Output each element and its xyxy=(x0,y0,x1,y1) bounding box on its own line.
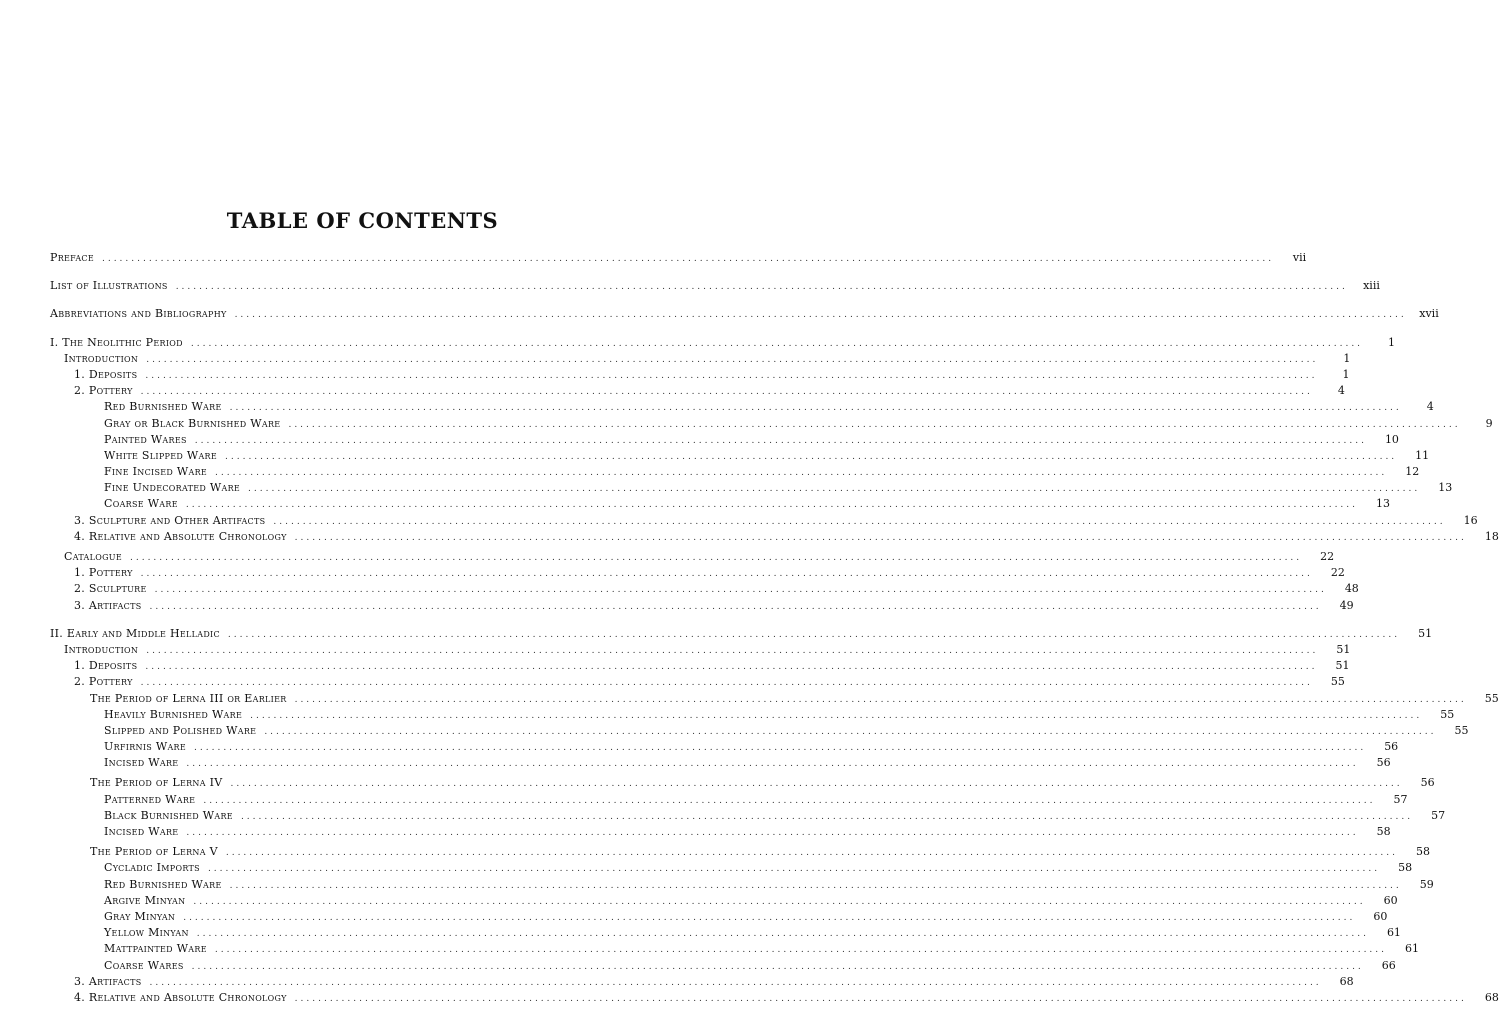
toc-entry-label: Introduction xyxy=(64,351,139,365)
toc-entry-page-number: 55 xyxy=(1454,723,1469,737)
toc-entry-label: 3. Sculpture and Other Artifacts xyxy=(74,513,266,527)
toc-entry-page-number: 51 xyxy=(1336,642,1351,656)
toc-entry[interactable] xyxy=(50,909,1388,925)
leader-dots: ........................................................................................................................................................................................................ xyxy=(227,629,1401,640)
toc-entry-label: Mattpainted Ware xyxy=(104,942,207,956)
toc-entry[interactable] xyxy=(50,739,1399,755)
toc-entry-label: Preface xyxy=(50,251,94,264)
toc-entry-page-number: 11 xyxy=(1415,448,1430,462)
leader-dots: ........................................................................................................................................................................................................ xyxy=(193,896,1366,907)
leader-dots: ........................................................................................................................................................................................................ xyxy=(154,585,1327,596)
toc-entry-label: Red Burnished Ware xyxy=(104,877,222,891)
toc-entry-label: Fine Undecorated Ware xyxy=(104,481,241,495)
toc-entry-page-number: 58 xyxy=(1398,861,1413,875)
toc-entry-page-number: 13 xyxy=(1438,481,1453,495)
toc-entry-page-number: 49 xyxy=(1339,598,1354,612)
toc-entry-label: Catalogue xyxy=(64,550,122,563)
toc-entry[interactable] xyxy=(50,278,1380,294)
toc-entry-page-number: 56 xyxy=(1384,740,1399,754)
toc-entry-page-number: 66 xyxy=(1381,958,1396,972)
toc-entry-page-number: 4 xyxy=(1426,400,1434,414)
toc-entry-label: 2. Pottery xyxy=(74,675,133,689)
toc-entry-label: Yellow Minyan xyxy=(104,926,189,940)
leader-dots: ........................................................................................................................................................................................................ xyxy=(230,779,1403,790)
leader-dots: ........................................................................................................................................................................................................ xyxy=(190,338,1364,349)
toc-entry-page-number: 1 xyxy=(1343,351,1351,365)
toc-entry-label: Gray Minyan xyxy=(104,909,176,923)
toc-entry-label: White Slipped Ware xyxy=(104,448,217,462)
toc-entry[interactable] xyxy=(50,824,1391,840)
leader-dots: ........................................................................................................................................................................................................ xyxy=(203,795,1376,806)
toc-entry[interactable] xyxy=(50,250,1307,266)
toc-entry-label: Coarse Wares xyxy=(104,958,184,972)
toc-entry[interactable] xyxy=(50,691,1499,707)
toc-entry-label: Black Burnished Ware xyxy=(104,808,233,822)
leader-dots: ........................................................................................................................................................................................................ xyxy=(194,743,1367,754)
leader-dots: ........................................................................................................................................................................................................ xyxy=(294,694,1467,705)
leader-dots: ........................................................................................................................................................................................................ xyxy=(140,387,1313,398)
leader-dots: ........................................................................................................................................................................................................ xyxy=(191,961,1364,972)
toc-entry[interactable] xyxy=(50,642,1351,658)
toc-entry-page-number: 55 xyxy=(1440,707,1455,721)
leader-dots: ........................................................................................................................................................................................................ xyxy=(149,977,1322,988)
toc-entry[interactable] xyxy=(50,529,1499,545)
toc-entry-page-number: 61 xyxy=(1405,942,1420,956)
toc-entry[interactable] xyxy=(50,496,1391,512)
leader-dots: ........................................................................................................................................................................................................ xyxy=(250,710,1423,721)
toc-entry-page-number: xvii xyxy=(1419,307,1439,321)
toc-entry-page-number: 59 xyxy=(1419,877,1434,891)
toc-entry-label: Heavily Burnished Ware xyxy=(104,707,243,721)
toc-entry-label: Patterned Ware xyxy=(104,792,196,806)
toc-entry-page-number: 12 xyxy=(1405,465,1420,479)
toc-entry-page-number: 68 xyxy=(1484,990,1499,1004)
toc-entry-page-number: 56 xyxy=(1420,776,1435,790)
toc-entry[interactable] xyxy=(50,367,1350,383)
toc-entry-label: Introduction xyxy=(64,642,139,656)
leader-dots: ........................................................................................................................................................................................................ xyxy=(145,662,1318,673)
leader-dots: ........................................................................................................................................................................................................ xyxy=(229,880,1402,891)
toc-entry-label: Urfirnis Ware xyxy=(104,740,187,754)
leader-dots: ........................................................................................................................................................................................................ xyxy=(214,945,1388,956)
toc-entry-label: Incised Ware xyxy=(104,756,179,770)
leader-dots: ........................................................................................................................................................................................................ xyxy=(294,532,1467,543)
toc-entry[interactable] xyxy=(50,674,1345,690)
toc-entry-page-number: 10 xyxy=(1384,432,1399,446)
toc-entry-page-number: 51 xyxy=(1418,626,1433,640)
toc-entry-label: 1. Deposits xyxy=(74,367,138,381)
toc-entry-label: Abbreviations and Bibliography xyxy=(50,307,227,321)
toc-entry-page-number: 58 xyxy=(1376,825,1391,838)
leader-dots: ........................................................................................................................................................................................................ xyxy=(175,282,1348,293)
leader-dots: ........................................................................................................................................................................................................ xyxy=(183,912,1356,923)
toc-entry[interactable] xyxy=(50,893,1398,909)
leader-dots: ........................................................................................................................................................................................................ xyxy=(149,601,1322,612)
toc-entry[interactable] xyxy=(50,416,1493,432)
toc-entry-label: Fine Incised Ware xyxy=(104,465,208,479)
leader-dots: ........................................................................................................................................................................................................ xyxy=(264,726,1437,737)
toc-entry-label: 1. Pottery xyxy=(74,566,133,580)
toc-entry[interactable] xyxy=(50,658,1350,674)
toc-entry-page-number: vii xyxy=(1292,251,1307,264)
toc-entry-page-number: 16 xyxy=(1463,513,1478,527)
toc-entry-label: 1. Deposits xyxy=(74,659,138,673)
toc-entry[interactable] xyxy=(50,990,1499,1006)
toc-entry-page-number: 48 xyxy=(1344,582,1359,596)
toc-entry-label: 3. Artifacts xyxy=(74,598,142,612)
toc-entry[interactable] xyxy=(50,464,1420,480)
toc-entry-page-number: 68 xyxy=(1339,974,1354,988)
toc-entry[interactable] xyxy=(50,755,1391,771)
toc-entry[interactable] xyxy=(50,626,1433,642)
toc-entry[interactable] xyxy=(50,598,1354,614)
toc-entry[interactable] xyxy=(50,399,1434,415)
leader-dots: ........................................................................................................................................................................................................ xyxy=(146,354,1319,365)
toc-entry-page-number: 58 xyxy=(1416,845,1431,859)
toc-entry[interactable] xyxy=(50,860,1413,876)
toc-entry[interactable] xyxy=(50,877,1434,893)
toc-entry[interactable] xyxy=(50,335,1396,351)
toc-entry-page-number: 60 xyxy=(1383,893,1398,907)
toc-entry-page-number: 51 xyxy=(1335,659,1350,673)
toc-entry-page-number: 60 xyxy=(1373,909,1388,923)
leader-dots: ........................................................................................................................................................................................................ xyxy=(140,569,1313,580)
toc-entry-label: II. Early and Middle Helladic xyxy=(50,626,220,640)
toc-entry[interactable] xyxy=(50,775,1435,791)
toc-entry-page-number: 18 xyxy=(1484,529,1499,543)
toc-entry-label: I. The Neolithic Period xyxy=(50,335,183,349)
toc-entry[interactable] xyxy=(50,351,1351,367)
toc-entry-page-number: 22 xyxy=(1320,550,1335,563)
leader-dots: ........................................................................................................................................................................................................ xyxy=(294,993,1467,1004)
leader-dots: ........................................................................................................................................................................................................ xyxy=(196,929,1369,940)
toc-entry-label: Slipped and Polished Ware xyxy=(104,723,257,737)
leader-dots: ........................................................................................................................................................................................................ xyxy=(145,370,1318,381)
leader-dots: ........................................................................................................................................................................................................ xyxy=(229,403,1402,414)
toc-entry[interactable] xyxy=(50,432,1399,448)
toc-entry[interactable] xyxy=(50,581,1359,597)
leader-dots: ........................................................................................................................................................................................................ xyxy=(273,516,1446,527)
toc-entry[interactable] xyxy=(50,707,1455,723)
toc-entry-page-number: 57 xyxy=(1431,808,1446,822)
toc-entry-label: The Period of Lerna IV xyxy=(90,776,223,790)
toc-entry-label: Cycladic Imports xyxy=(104,861,200,875)
toc-entry-page-number: xiii xyxy=(1363,279,1380,293)
toc-entry-label: 3. Artifacts xyxy=(74,974,142,988)
leader-dots: ........................................................................................................................................................................................................ xyxy=(186,828,1359,838)
toc-entry-page-number: 9 xyxy=(1485,416,1493,430)
toc-entry[interactable] xyxy=(50,723,1469,739)
leader-dots: ........................................................................................................................................................................................................ xyxy=(185,500,1359,511)
leader-dots: ........................................................................................................................................................................................................ xyxy=(225,848,1399,859)
toc-entry-label: Coarse Ware xyxy=(104,497,178,511)
leader-dots: ........................................................................................................................................................................................................ xyxy=(234,310,1407,321)
leader-dots: ........................................................................................................................................................................................................ xyxy=(140,678,1313,689)
leader-dots: ........................................................................................................................................................................................................ xyxy=(248,484,1421,495)
leader-dots: ........................................................................................................................................................................................................ xyxy=(240,811,1414,822)
toc-entry[interactable] xyxy=(50,549,1335,565)
toc-entry-label: Incised Ware xyxy=(104,825,179,838)
toc-entry-page-number: 56 xyxy=(1376,756,1391,770)
toc-entry[interactable] xyxy=(50,448,1430,464)
toc-entry-page-number: 1 xyxy=(1388,335,1396,349)
leader-dots: ........................................................................................................................................................................................................ xyxy=(146,645,1319,656)
toc-entry-label: Gray or Black Burnished Ware xyxy=(104,416,281,430)
toc-entry-page-number: 61 xyxy=(1386,926,1401,940)
toc-entry[interactable] xyxy=(50,306,1439,322)
leader-dots: ........................................................................................................................................................................................................ xyxy=(288,419,1461,430)
toc-entry-label: 2. Pottery xyxy=(74,384,133,398)
leader-dots: ........................................................................................................................................................................................................ xyxy=(186,759,1359,770)
toc-entry-label: The Period of Lerna III or Earlier xyxy=(90,691,287,705)
toc-entry-label: 2. Sculpture xyxy=(74,582,147,596)
leader-dots: ........................................................................................................................................................................................................ xyxy=(101,254,1275,264)
toc-entry[interactable] xyxy=(50,958,1396,974)
toc-entry[interactable] xyxy=(50,513,1478,529)
leader-dots: ........................................................................................................................................................................................................ xyxy=(225,451,1398,462)
toc-entry[interactable] xyxy=(50,565,1345,581)
toc-entry[interactable] xyxy=(50,844,1431,860)
toc-entry-label: The Period of Lerna V xyxy=(90,845,218,859)
toc-entry-label: 4. Relative and Absolute Chronology xyxy=(74,990,287,1004)
toc-entry-page-number: 4 xyxy=(1337,384,1345,398)
toc-entry-page-number: 1 xyxy=(1342,367,1350,381)
toc-entry[interactable] xyxy=(50,480,1453,496)
leader-dots: ........................................................................................................................................................................................................ xyxy=(129,553,1303,563)
toc-entry-page-number: 55 xyxy=(1330,675,1345,689)
leader-dots: ........................................................................................................................................................................................................ xyxy=(194,435,1367,446)
leader-dots: ........................................................................................................................................................................................................ xyxy=(207,864,1381,875)
toc-entry-page-number: 13 xyxy=(1376,497,1391,511)
toc-entry-label: Red Burnished Ware xyxy=(104,400,222,414)
toc-entry-label: Argive Minyan xyxy=(104,893,186,907)
toc-entry-label: Painted Wares xyxy=(104,432,187,446)
toc-entry[interactable] xyxy=(50,792,1408,808)
table-of-contents xyxy=(50,250,1499,1006)
toc-entry-label: 4. Relative and Absolute Chronology xyxy=(74,529,287,543)
toc-entry[interactable] xyxy=(50,383,1345,399)
toc-entry[interactable] xyxy=(50,941,1420,957)
page-title: TABLE OF CONTENTS xyxy=(226,208,499,233)
toc-entry-page-number: 57 xyxy=(1393,792,1408,806)
toc-entry[interactable] xyxy=(50,925,1401,941)
toc-entry-label: List of Illustrations xyxy=(50,279,168,293)
toc-entry-page-number: 22 xyxy=(1330,566,1345,580)
leader-dots: ........................................................................................................................................................................................................ xyxy=(215,468,1388,479)
toc-entry[interactable] xyxy=(50,808,1446,824)
toc-entry[interactable] xyxy=(50,974,1354,990)
toc-entry-page-number: 55 xyxy=(1484,691,1499,705)
